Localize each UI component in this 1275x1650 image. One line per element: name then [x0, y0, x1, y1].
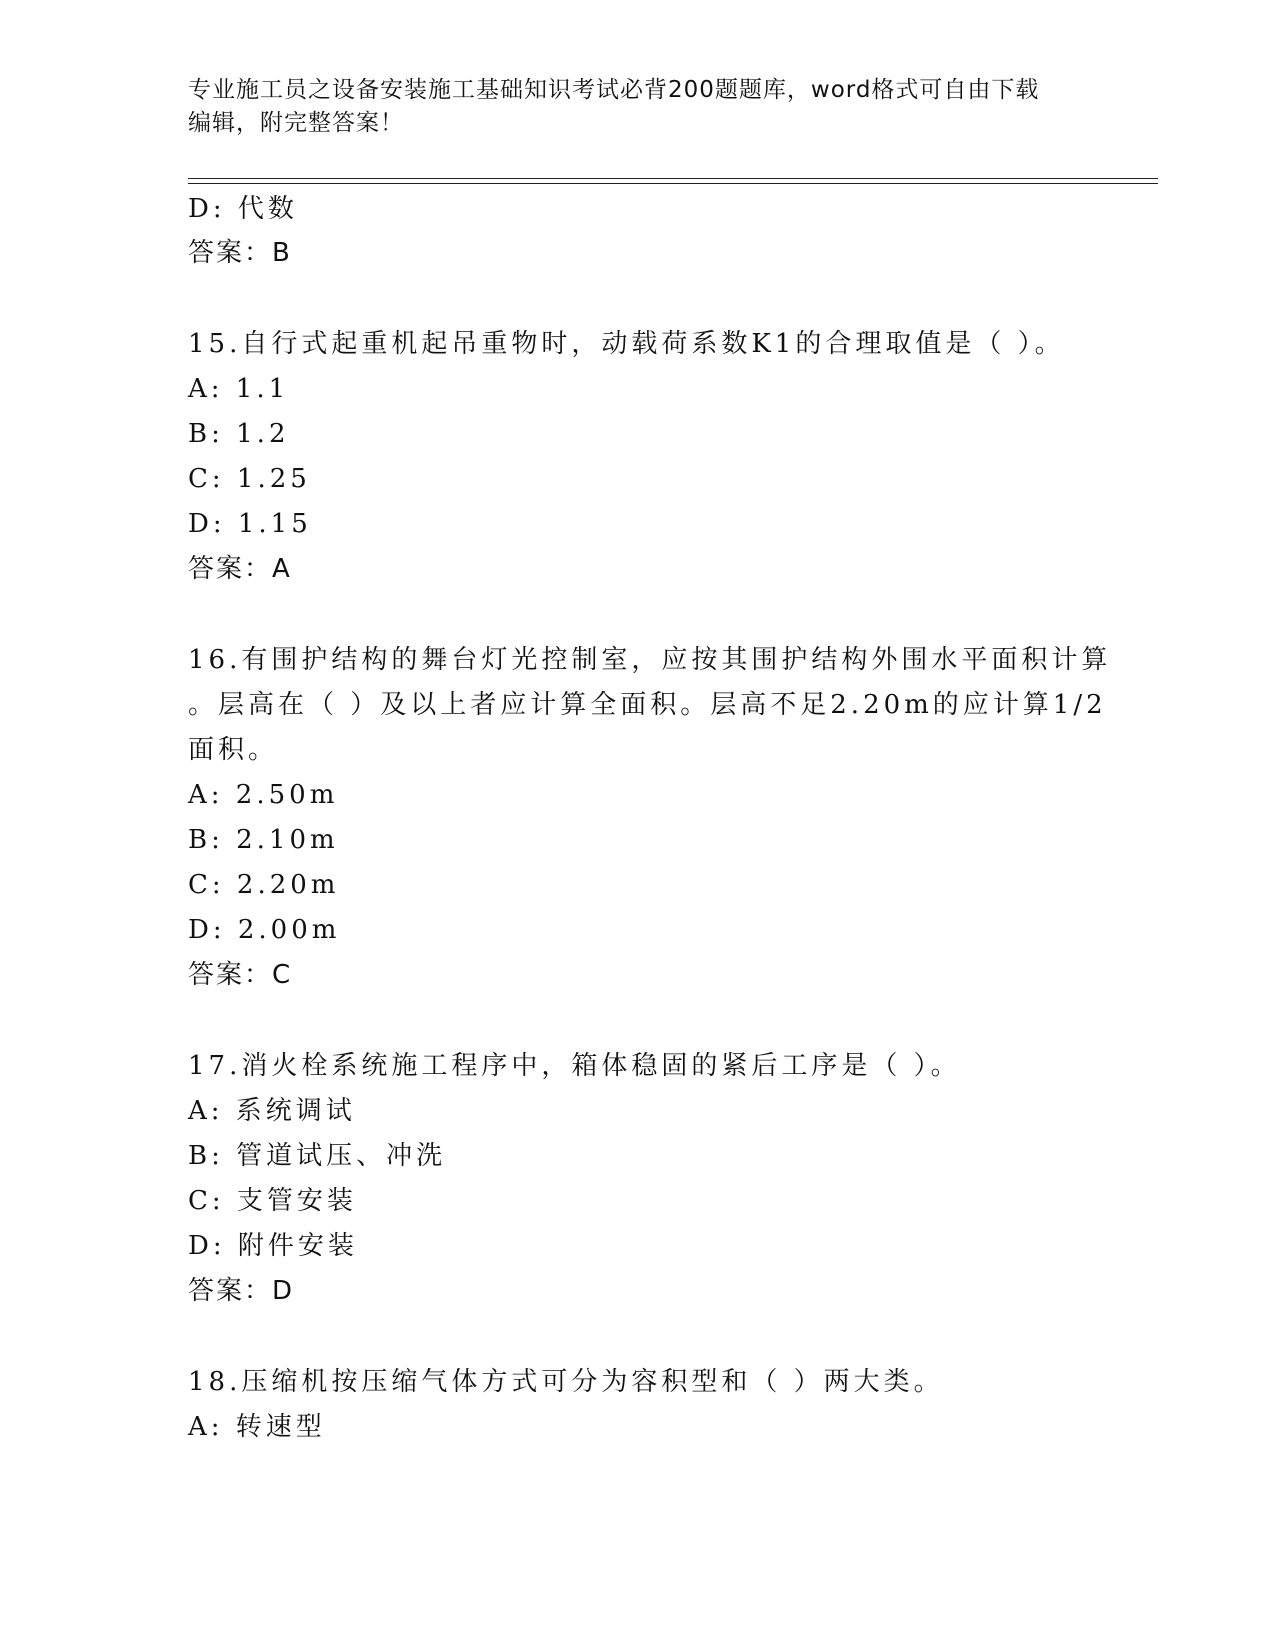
q17-stem: 17.消火栓系统施工程序中，箱体稳固的紧后工序是（ ）。 — [188, 1051, 961, 1081]
q17-option-c: C: 支管安装 — [188, 1186, 357, 1216]
q16-option-c: C: 2.20m — [188, 870, 340, 900]
q15-answer: 答案：A — [188, 554, 292, 584]
q17-option-b: B: 管道试压、冲洗 — [188, 1141, 447, 1171]
q16-option-b: B: 2.10m — [188, 825, 339, 855]
q15-option-c: C: 1.25 — [188, 464, 311, 494]
header-line-1: 专业施工员之设备安装施工基础知识考试必背200题题库，word格式可自由下载 — [188, 77, 1040, 103]
q16-answer: 答案：C — [188, 960, 293, 990]
q15-option-a: A: 1.1 — [188, 374, 290, 404]
q16-option-d: D: 2.00m — [188, 915, 341, 945]
q16-stem-line-1: 16.有围护结构的舞台灯光控制室，应按其围护结构外围水平面积计算 — [188, 645, 1112, 675]
header-divider-bottom — [188, 183, 1158, 184]
q17-option-d: D: 附件安装 — [188, 1231, 358, 1261]
header-divider-top — [188, 178, 1158, 179]
q15-stem: 15.自行式起重机起吊重物时，动载荷系数K1的合理取值是（ ）。 — [188, 329, 1065, 359]
q16-option-a: A: 2.50m — [188, 780, 339, 810]
q18-stem: 18.压缩机按压缩气体方式可分为容积型和（ ）两大类。 — [188, 1367, 944, 1397]
q17-option-a: A: 系统调试 — [188, 1096, 356, 1126]
header-line-2: 编辑，附完整答案！ — [188, 110, 404, 136]
q15-option-b: B: 1.2 — [188, 419, 290, 449]
q16-stem-line-2: 。层高在（ ）及以上者应计算全面积。层高不足2.20m的应计算1/2 — [188, 690, 1107, 720]
q14-answer: 答案：B — [188, 238, 292, 268]
q18-option-a: A: 转速型 — [188, 1412, 326, 1442]
q15-option-d: D: 1.15 — [188, 509, 312, 539]
q16-stem-line-3: 面积。 — [188, 735, 279, 765]
document-header — [188, 74, 1088, 140]
q17-answer: 答案：D — [188, 1276, 295, 1306]
q14-option-d: D: 代数 — [188, 194, 298, 224]
